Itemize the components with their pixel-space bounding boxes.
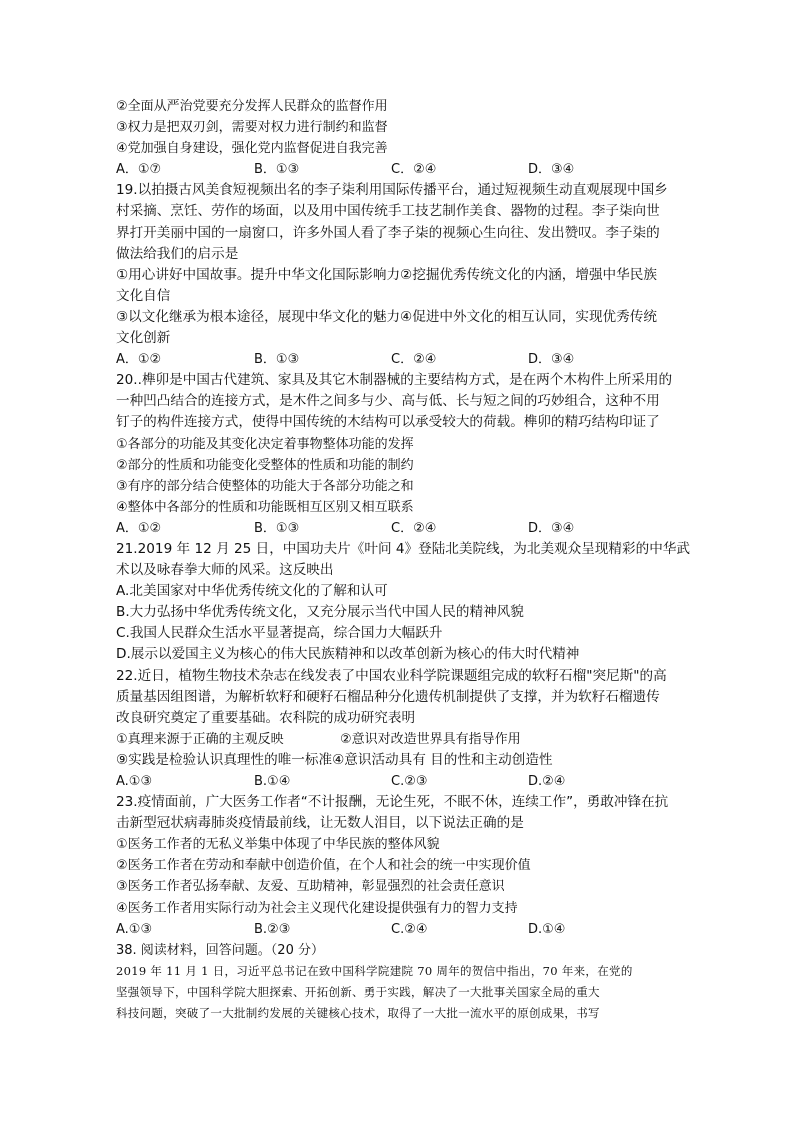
q20-option-b: B．①③ xyxy=(254,520,300,536)
q20-stem-line: 20..榫卯是中国古代建筑、家具及其它木制器械的主要结构方式，是在两个木构件上所采用的 xyxy=(116,372,673,389)
q22-options xyxy=(116,771,686,792)
q22-option-d: D.②④ xyxy=(528,774,566,789)
q23-option-a: A.①③ xyxy=(116,921,153,937)
q21-option-d: D.展示以爱国主义为核心的伟大民族精神和以改革创新为核心的伟大时代精神 xyxy=(116,646,580,663)
q19-choice-line: ③以文化继承为根本途径，展现中华文化的魅力④促进中外文化的相互认同，实现优秀传统 xyxy=(116,308,657,325)
q20-choice-line: ③有序的部分结合使整体的功能大于各部分功能之和 xyxy=(116,478,414,494)
q23-choice-line: ④医务工作者用实际行动为社会主义现代化建设提供强有力的智力支持 xyxy=(116,900,518,916)
q38-heading: 38. 阅读材料，回答问题。（20 分） xyxy=(116,942,324,958)
q22-stem-line: 质量基因组图谱，为解析软籽和硬籽石榴品种分化遗传机制提供了支撑，并为软籽石榴遗传 xyxy=(116,688,660,705)
q18-option-b: B．①③ xyxy=(254,162,300,178)
q18-option-d: D．③④ xyxy=(528,162,575,178)
q19-choice-line: ①用心讲好中国故事。提升中华文化国际影响力②挖掘优秀传统文化的内涵，增强中华民族 xyxy=(116,266,657,283)
q21-option-a: A.北美国家对中华优秀传统文化的了解和认可 xyxy=(116,583,388,600)
q23-option-d: D.①④ xyxy=(528,921,566,937)
q23-stem-line: 击新型冠状病毒肺炎疫情最前线，让无数人泪目，以下说法正确的是 xyxy=(116,815,524,832)
q22-option-c: C.②③ xyxy=(391,774,428,789)
q19-stem-line: 村采摘、烹饪、劳作的场面，以及用中国传统手工技艺制作美食、器物的过程。李子柒向世 xyxy=(116,203,660,220)
q20-choice-line: ①各部分的功能及其变化决定着事物整体功能的发挥 xyxy=(116,436,414,452)
q18-choice-3: ③权力是把双刃剑，需要对权力进行制约和监督 xyxy=(116,120,388,136)
q20-option-a: A．①② xyxy=(116,520,162,536)
q22-option-b: B.①④ xyxy=(254,774,291,789)
q22-choice-1: ①真理来源于正确的主观反映 xyxy=(116,731,284,747)
q19-choice-line: 文化自信 xyxy=(116,287,171,304)
q18-choice-4: ④党加强自身建设，强化党内监督促进自我完善 xyxy=(116,141,388,157)
q38-material-line: 坚强领导下，中国科学院大胆探索、开拓创新、勇于实践，解决了一大批事关国家全局的重大 xyxy=(116,984,600,999)
q19-option-b: B．①③ xyxy=(254,352,300,368)
q19-option-a: A．①② xyxy=(116,352,162,368)
q19-stem-line: 界打开美丽中国的一扇窗口，许多外国人看了李子柒的视频心生向往、发出赞叹。李子柒的 xyxy=(116,224,660,241)
q21-stem-line: 术以及咏春拳大师的风采。这反映出 xyxy=(116,562,334,579)
q21-stem-line: 21.2019 年 12 月 25 日，中国功夫片《叶问 4》登陆北美院线，为北美观众呈现精彩的中华武 xyxy=(116,540,690,557)
q19-option-d: D．③④ xyxy=(528,352,575,368)
q22-choice-3: ⑨实践是检验认识真理性的唯一标准④意识活动具有 xyxy=(116,751,426,768)
q38-material-line: 科技问题，突破了一大批制约发展的关键核心技术，取得了一大批一流水平的原创成果，书写 xyxy=(116,1006,600,1021)
q20-choice-line: ②部分的性质和功能变化受整体的性质和功能的制约 xyxy=(116,457,414,473)
q22-stem-line: 22.近日，植物生物技术杂志在线发表了中国农业科学院课题组完成的软籽石榴"突尼斯"的高 xyxy=(116,667,667,684)
q19-stem-line: 19.以拍摄古风美食短视频出名的李子柒利用国际传播平台，通过短视频生动直观展现中国乡 xyxy=(116,182,668,199)
q22-choices-row-1 xyxy=(116,729,686,750)
q23-options xyxy=(116,919,686,940)
q20-option-d: D．③④ xyxy=(528,520,575,536)
q23-choice-line: ①医务工作者的无私义举集中体现了中华民族的整体风貌 xyxy=(116,837,440,853)
q38-material-line: 2019 年 11 月 1 日，习近平总书记在致中国科学院建院 70 周年的贺信中指出，70 年来，在党的 xyxy=(116,963,633,978)
q20-choice-line: ④整体中各部分的性质和功能既相互区别又相互联系 xyxy=(116,499,414,515)
q19-option-c: C．②④ xyxy=(391,352,437,368)
exam-page xyxy=(116,96,690,1024)
q19-options xyxy=(116,349,686,370)
q18-option-a: A．①⑦ xyxy=(116,162,162,178)
q23-option-b: B.②③ xyxy=(254,921,291,937)
q20-stem-line: 钉子的构件连接方式，使得中国传统的木结构可以承受较大的荷载。榫卯的精巧结构印证了 xyxy=(116,414,660,431)
q21-option-b: B.大力弘扬中华优秀传统文化，又充分展示当代中国人民的精神风貌 xyxy=(116,604,524,621)
q21-option-c: C.我国人民群众生活水平显著提高，综合国力大幅跃升 xyxy=(116,625,443,642)
q23-choice-line: ③医务工作者弘扬奉献、友爱、互助精神，彰显强烈的社会责任意识 xyxy=(116,879,505,895)
q20-options xyxy=(116,518,686,539)
q22-choices-row-2 xyxy=(116,750,686,771)
q19-choice-line: 文化创新 xyxy=(116,330,171,347)
q23-stem-line: 23.疫情面前，广大医务工作者“不计报酬，无论生死，不眠不休，连续工作”，勇敢冲锋在抗 xyxy=(116,794,669,811)
q22-stem-line: 改良研究奠定了重要基础。农科院的成功研究表明 xyxy=(116,709,416,726)
q19-stem-line: 做法给我们的启示是 xyxy=(116,245,239,262)
q18-choice-2: ②全面从严治党要充分发挥人民群众的监督作用 xyxy=(116,99,388,114)
q22-choice-2: ②意识对改造世界具有指导作用 xyxy=(340,731,521,747)
q18-option-c: C．②④ xyxy=(391,162,437,178)
q23-option-c: C.②④ xyxy=(391,921,428,937)
q23-choice-line: ②医务工作者在劳动和奉献中创造价值，在个人和社会的统一中实现价值 xyxy=(116,858,531,874)
q22-option-a: A.①③ xyxy=(116,774,153,789)
q18-options xyxy=(116,159,686,180)
q20-stem-line: 一种凹凸结合的连接方式，是木件之间多与少、高与低、长与短之间的巧妙组合，这种不用 xyxy=(116,393,660,410)
q22-choice-3b: 目的性和主动创造性 xyxy=(430,751,553,768)
q20-option-c: C．②④ xyxy=(391,520,437,536)
